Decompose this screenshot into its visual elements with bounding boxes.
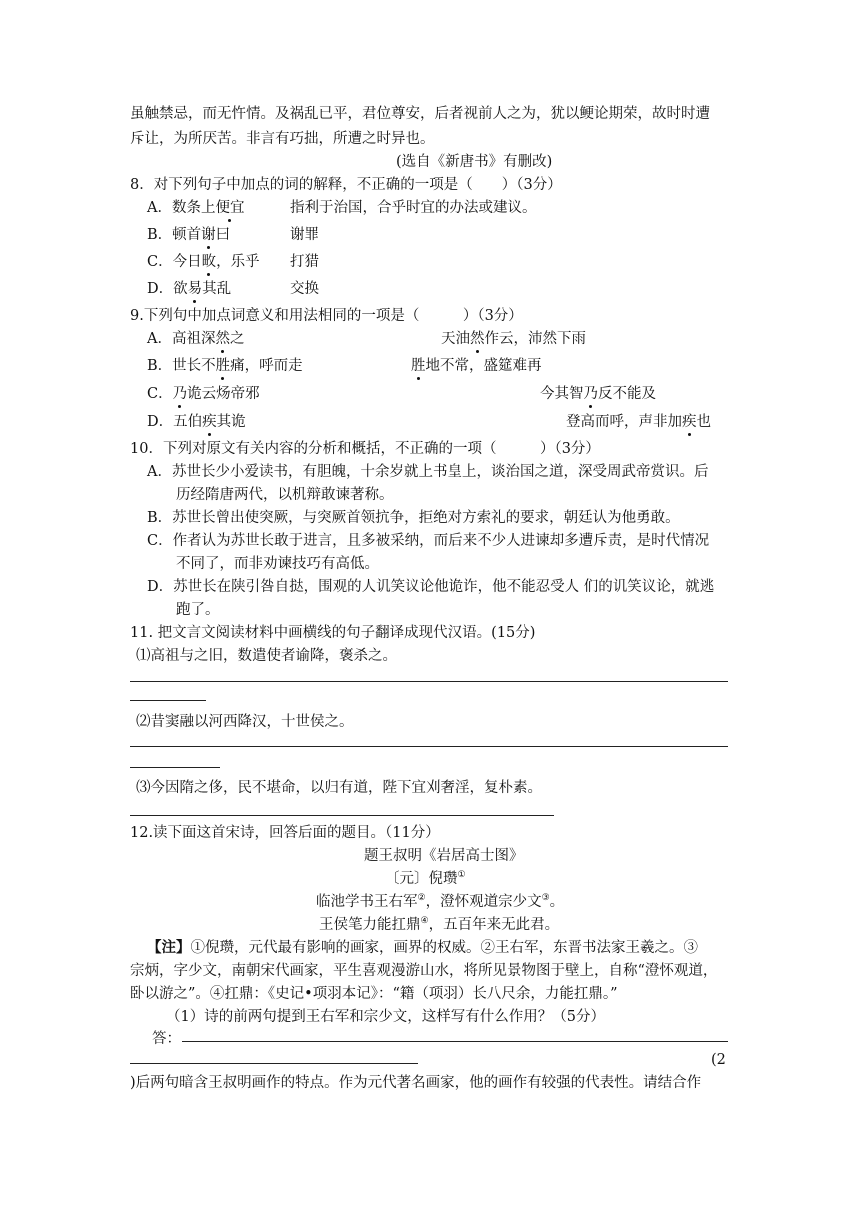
option-b-left: B．世长不胜痛，呼而走 [147,358,303,374]
poem-author: 〔元〕倪瓒① [385,870,466,887]
translation-sentence-2: ⑵昔窦融以河西降汉，十世侯之。 [136,714,354,730]
answer-line [130,700,206,701]
option-b-right: 胜地不常，盛筵难再 [411,358,542,374]
dotted-word: 谢 [201,227,216,243]
option-d-right: 登高而呼，声非加疾也 [566,414,711,430]
poem-notes-line: 【注】①倪瓒，元代最有影响的画家，画界的权威。②王右军，东晋书法家王羲之。③ [147,939,698,956]
translation-sentence-3: ⑶今因隋之侈，民不堪命，以归有道，陛下宜刈奢淫，复朴素。 [136,780,542,796]
answer-line [130,1063,418,1064]
dotted-word: 然 [470,331,485,347]
option-a-left: A．高祖深然之 [147,331,245,347]
option-c-left: C．乃诡云炀帝邪 [147,386,260,402]
option-b-gloss: 谢罪 [290,227,319,243]
question-9-stem: 9.下列句中加点词意义和用法相同的一项是（ ）（3分） [130,308,523,324]
option-d-line: 跑了。 [176,602,220,618]
question-8-stem: 8．对下列句子中加点的词的解释，不正确的一项是（ ）（3分） [130,177,562,193]
passage-line: 虽触禁忌，而无忤情。及祸乱已平，君位尊安，后者视前人之为，犹以鲠论期荣，故时时遭 [130,106,710,122]
option-c-gloss: 打猎 [290,254,319,270]
poem-line-1: 临池学书王右军②，澄怀观道宗少文③。 [316,893,565,910]
option-c-line: C．作者认为苏世长敢于进言，且多被采纳，而后来不少人进谏却多遭斥责，是时代情况 [147,533,710,549]
answer-line [130,681,728,682]
sub-question-2: )后两句暗含王叔明画作的特点。作为元代著名画家，他的画作有较强的代表性。请结合作 [130,1075,702,1091]
option-c: C．今日畋，乐乎 [147,254,260,270]
option-d-gloss: 交换 [290,281,319,297]
option-a-gloss: 指利于治国，合乎时宜的办法或建议。 [290,200,537,216]
answer-line [130,746,728,747]
dotted-word: 胜 [215,358,231,374]
poem-notes-line: 宗炳，字少文，南朝宋代画家，平生喜观漫游山水，将所见景物图于壁上，自称“澄怀观道， [130,963,718,979]
option-a-line: 历经隋唐两代，以机辩敢谏著称。 [176,487,394,503]
passage-line: 斥让，为所厌苦。非言有巧拙，所遭之时异也。 [130,131,435,147]
dotted-word: 然 [215,331,230,347]
option-b-line: B．苏世长曾出使突厥，与突厥首领抗争，拒绝对方索礼的要求，朝廷认为他勇敢。 [147,510,680,526]
footnote-marker: ④ [420,916,429,927]
poem-line-2: 王侯笔力能扛鼎④，五百年来无此君。 [319,916,560,933]
dotted-word: 疾 [202,414,217,430]
dotted-word: 便宜 [215,200,245,216]
answer-line [182,1041,728,1042]
footnote-marker: ① [457,870,466,881]
option-c-line: 不同了，而非劝谏技巧有高低。 [176,556,379,572]
dotted-word: 疾 [682,414,697,430]
option-a: A．数条上便宜 [147,200,245,216]
option-d-line: D．苏世长在陕引咎自挞，围观的人讥笑议论他诡诈，他不能忍受人 们的讥笑议论，就逃 [147,579,715,595]
dotted-word: 乃 [583,386,598,402]
dotted-word: 畋 [201,254,217,270]
dotted-word: 易 [187,281,203,297]
answer-line [130,767,220,768]
option-d-left: D．五伯疾其诡 [147,414,246,430]
poem-title: 题王叔明《岩居高士图》 [364,848,524,864]
question-12-stem: 12.读下面这首宋诗，回答后面的题目。（11分） [130,825,440,841]
dotted-word: 胜 [411,358,426,374]
passage-source: (选自《新唐书》有删改) [396,154,553,170]
question-11-stem: 11. 把文言文阅读材料中画横线的句子翻译成现代汉语。(15分) [130,625,536,641]
answer-label: 答： [152,1031,181,1047]
answer-line [130,815,554,816]
footnote-marker: ③ [541,893,550,904]
sub-question-2-number: (2 [711,1052,726,1068]
sub-question-1: （1）诗的前两句提到王右军和宗少文，这样写有什么作用？（5分） [166,1009,605,1025]
dotted-word: 乃 [172,386,188,402]
option-c-right: 今其智乃反不能及 [540,386,656,402]
option-b: B．顿首谢曰 [147,227,231,243]
question-10-stem: 10．下列对原文有关内容的分析和概括，不正确的一项（ ）（3分） [130,441,600,457]
footnote-marker: ② [417,893,426,904]
option-a-line: A．苏世长少小爱读书，有胆魄，十余岁就上书皇上，谈治国之道，深受周武帝赏识。后 [147,464,709,480]
option-d: D．欲易其乱 [147,281,232,297]
poem-notes-line: 卧以游之”。④扛鼎：《史记•项羽本记》：“籍（项羽）长八尺余，力能扛鼎。” [130,986,618,1002]
translation-sentence-1: ⑴高祖与之旧，数遣使者谕降，褒杀之。 [136,648,397,664]
option-a-right: 天油然作云，沛然下雨 [441,331,586,347]
